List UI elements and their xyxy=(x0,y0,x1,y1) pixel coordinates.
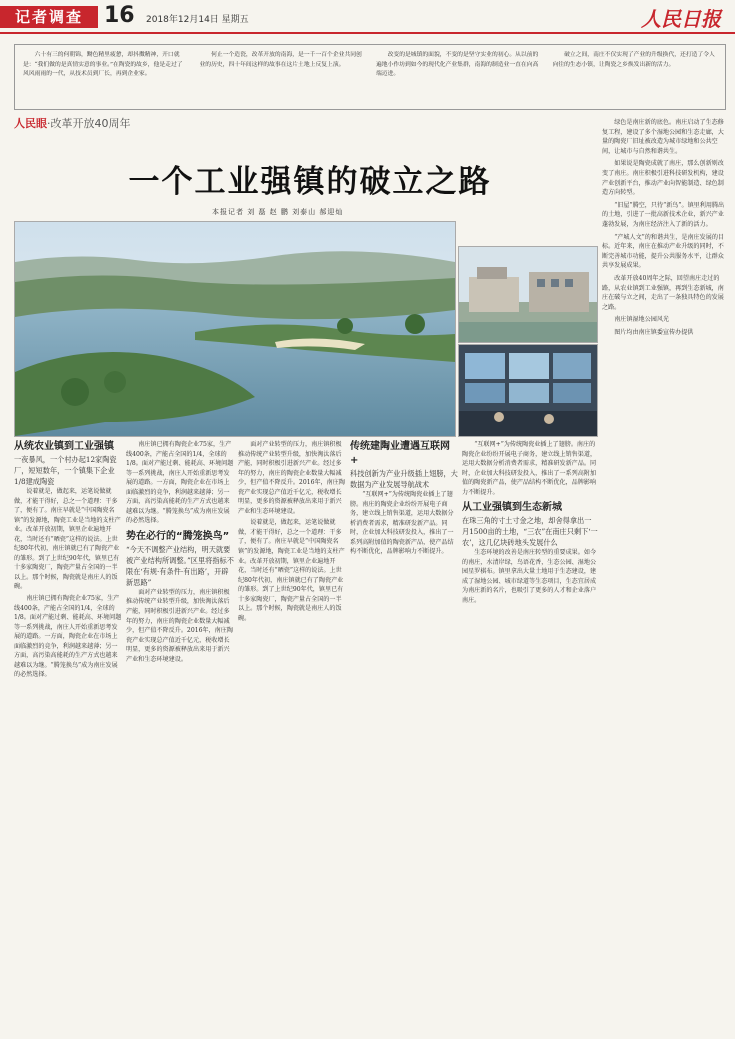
building-photo-image xyxy=(459,247,597,342)
body-paragraph: “旧屋”腾空，只待“新鸟”。镇里利用腾出的土地，引进了一批高新技术企业，新兴产业蓬勃发展，为南庄经济注入了新的活力。 xyxy=(602,201,725,228)
subhead-summary: 科技创新为产业升级插上翅膀，大数据为产业发展导航战术 xyxy=(350,469,458,489)
body-paragraph: 生态环境的改善是南庄转型的重要成果。如今的南庄，水清岸绿，鸟语花香，生态公园、湿地公园星罗棋布。镇里拿出大量土地用于生态建设，建成了湿地公园、城市绿道等生态项目，生态宜居成为南庄新的名片，也吸引了更多的人才和企业落户南庄。 xyxy=(462,549,597,605)
body-paragraph: 南庄镇已拥有陶瓷企业75家，生产线400条，产能占全国的1/4，全球的1/8。面对产能过剩、能耗高、环境问题等一系列挑战，南庄人开始重新思考发展的道路。一方面，陶瓷企业在市场上面临激烈的竞争，利润越来越薄；另一方面，高污染高能耗的生产方式也越来越难以为继。“腾笼换鸟”成为南庄发展的必然选择。 xyxy=(14,595,122,679)
body-paragraph: 南庄镇已拥有陶瓷企业75家，生产线400条，产能占全国的1/4，全球的1/8。面对产能过剩、能耗高、环境问题等一系列挑战，南庄人开始重新思考发展的道路。一方面，陶瓷企业在市场上面临激烈的竞争，利润越来越薄；另一方面，高污染高能耗的生产方式也越来越难以为继。“腾笼换鸟”成为南庄发展的必然选择。 xyxy=(126,441,234,525)
body-paragraph: “互联网+”为传统陶瓷业插上了翅膀。南庄的陶瓷企业纷纷开展电子商务，建立线上销售渠道，运用大数据分析消费者需求，精准研发新产品。同时，企业加大科技研发投入，推出了一系列高附加值的陶瓷新产品，使产品结构不断优化，品牌影响力不断提升。 xyxy=(462,441,597,496)
photo-credit: 图片均由南庄镇委宣传办提供 xyxy=(614,328,694,336)
body-paragraph: “产城人文”的和谐共生，是南庄发展的目标。近年来，南庄在推动产业升级的同时，不断完善城市功能，提升公共服务水平，让群众共享发展成果。 xyxy=(602,233,725,270)
control-room-photo-image xyxy=(459,345,597,436)
page-number: 16 xyxy=(104,3,135,28)
article-column-2 xyxy=(126,440,234,1030)
article-column-4 xyxy=(350,440,458,1030)
intro-box xyxy=(14,44,726,110)
intro-paragraph: 六十有三的何朝锦，黝色精里疲惫，却抖擞精神，开口就是：“我们做的是真情实意的事业。”在陶瓷的故乡，他是走过了风风雨雨的一代，从技术员到厂长，再到企业家。 xyxy=(23,52,183,77)
subhead-title: 从统农业镇到工业强镇 xyxy=(14,441,114,452)
section-brand: 人民眼 xyxy=(14,117,47,130)
control-room-photo xyxy=(458,344,598,437)
subhead-title: 势在必行的“腾笼换鸟” xyxy=(126,530,230,542)
header-rule xyxy=(0,32,735,34)
page-header xyxy=(0,0,735,34)
newspaper-logo: 人民日报 xyxy=(641,7,721,31)
subhead-title: 传统建陶业遭遇互联网+ xyxy=(350,441,450,466)
body-paragraph: 面对产业转型的压力，南庄镇积极推动传统产业转型升级，加快淘汰落后产能，同时积极引进新兴产业。经过多年的努力，南庄的陶瓷企业数量大幅减少，但产值不降反升。2016年，南庄陶瓷产业实现总产值近千亿元，税收增长明显，更多的资源被释放出来用于新兴产业和生态环境建设。 xyxy=(126,588,233,663)
lake-photo xyxy=(14,221,456,437)
subhead-title: 从工业强镇到生态新城 xyxy=(462,502,562,514)
right-column xyxy=(602,118,726,1025)
body-paragraph: 如果说是陶瓷成就了南庄，那么创新则改变了南庄。南庄积极引进科技研发机构，建设产业创新平台，推动产业向智能制造、绿色制造方向转型。 xyxy=(602,160,724,197)
intro-paragraph: 破立之间，南庄不仅实现了产业的升级换代，还打造了令人向往的生态小镇，让陶瓷之乡焕发出新的活力。 xyxy=(552,52,715,68)
subhead-summary: 在珠三角的寸土寸金之地，却舍得拿出一月1500亩的土地，“三农”在南庄只剩下‘一农’，这几亿块砖地头发展什么 xyxy=(462,516,598,548)
article-column-1 xyxy=(14,440,122,1030)
intro-paragraph: 何止一个造瓷，改革开放的南海，是一千一百个企业共同创业的历史，四十年间这样的故事在这片土地上反复上演。 xyxy=(199,52,362,68)
intro-paragraph: 改变的是城镇的面貌，不变的是坚守实业的初心。从以前的遍地小作坊到如今的现代化产业集群，南海的制造业一直在向高端迈进。 xyxy=(376,52,539,77)
body-paragraph: “互联网+”为传统陶瓷业插上了翅膀。南庄的陶瓷企业纷纷开展电子商务，建立线上销售渠道，运用大数据分析消费者需求，精准研发新产品。同时，企业加大科技研发投入，推出了一系列高附加值的陶瓷新产品，使产品结构不断优化，品牌影响力不断提升。 xyxy=(350,491,454,556)
byline: 本报记者 刘 磊 赵 鹏 刘泰山 郝迎灿 xyxy=(212,208,344,216)
lake-photo-image xyxy=(15,222,455,436)
photo-caption: 南庄镇湿地公园风光 xyxy=(614,316,670,324)
subhead-summary: 一夜暴风，一个村办起12家陶瓷厂，短短数年，一个镇集下企业1/8建成陶瓷 xyxy=(14,455,117,486)
body-paragraph: 说着就是，做起来，运笔说做就做，才能干得好，总之一个道理：干多了，便有了。南庄早就是“中国陶瓷名镇”的发源地，陶瓷工业是当地的支柱产业。改革开放初期，镇里企业遍地开花，当时还有“晒瓷”这样的说法。上世纪80年代初，南庄镇就已有了陶瓷产业的雏形。到了上世纪90年代，镇里已有十多家陶瓷厂，陶瓷产量占全国的一半以上。那个时候，陶瓷就是南庄人的饭碗。 xyxy=(14,488,121,591)
section-topic: ·改革开放40周年 xyxy=(47,117,131,130)
section-label xyxy=(14,115,131,131)
body-paragraph: 说着就是，做起来，运笔说做就做，才能干得好，总之一个道理：干多了，便有了。南庄早就是“中国陶瓷名镇”的发源地，陶瓷工业是当地的支柱产业。改革开放初期，镇里企业遍地开花，当时还有“晒瓷”这样的说法。上世纪80年代初，南庄镇就已有了陶瓷产业的雏形。到了上世纪90年代，镇里已有十多家陶瓷厂，陶瓷产量占全国的一半以上。那个时候，陶瓷就是南庄人的饭碗。 xyxy=(238,519,345,622)
date-line: 2018年12月14日 星期五 xyxy=(146,15,249,25)
section-tab: 记者调查 xyxy=(0,6,98,28)
body-paragraph: 改革开放40周年之际，回望南庄走过的路，从农业镇到工业强镇，再到生态新城，南庄在破与立之间，走出了一条独具特色的发展之路。 xyxy=(602,274,724,311)
body-paragraph: 绿色是南庄新的底色。南庄启动了生态修复工程，建设了多个湿地公园和生态走廊，大量的陶瓷厂旧址被改造为城市绿地和公共空间，让城市与自然和谐共生。 xyxy=(602,119,724,155)
article-column-5 xyxy=(462,440,598,1030)
building-photo xyxy=(458,246,598,343)
body-paragraph: 面对产业转型的压力，南庄镇积极推动传统产业转型升级，加快淘汰落后产能，同时积极引进新兴产业。经过多年的努力，南庄的陶瓷企业数量大幅减少，但产值不降反升。2016年，南庄陶瓷产业实现总产值近千亿元，税收增长明显，更多的资源被释放出来用于新兴产业和生态环境建设。 xyxy=(238,441,345,515)
article-column-3 xyxy=(238,440,346,1030)
subhead-summary: “今天不调整产业结构，明天就要被产业结构所调整。”区里将指标不限在‘有规·有条件·有出路’，开辟新思路” xyxy=(126,544,234,587)
headline: 一个工业强镇的破立之路 xyxy=(128,164,492,200)
